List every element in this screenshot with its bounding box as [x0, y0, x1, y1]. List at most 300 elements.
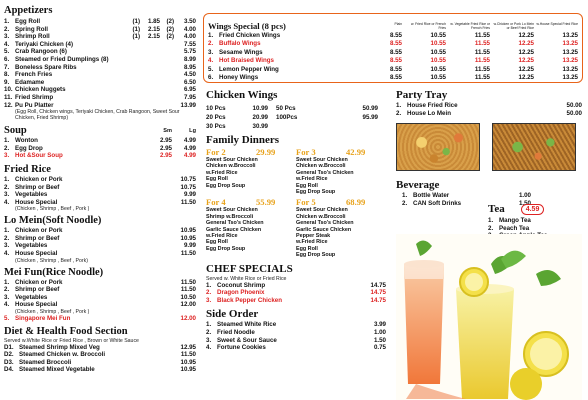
wings-column-header: w.Chicken or Pork Lo Mein or Beef Fried Rice [493, 22, 534, 31]
qty-small [126, 94, 140, 102]
family-dinners-title: Family Dinners [206, 134, 280, 146]
wings-column-header: w. Fried Rice or French Fries [410, 22, 446, 31]
mei-fun-special-price: 12.00 [180, 315, 196, 323]
item-number: 2. [4, 286, 10, 294]
item-price: 11.50 [180, 351, 196, 359]
item-number: 4. [4, 301, 10, 309]
item-name: Teriyaki Chicken (4) [15, 40, 74, 48]
price-small [140, 48, 160, 56]
mei-fun-list [4, 279, 196, 309]
tea-header [488, 203, 582, 216]
item-name: Vegetables [15, 191, 48, 199]
wings-row [208, 40, 578, 48]
item-name: Chicken or Pork [15, 227, 63, 235]
family-item: Garlic Sauce Chicken [296, 226, 352, 233]
appetizers-title: Appetizers [4, 5, 53, 16]
price-large: 4.99 [183, 144, 196, 152]
qty-large [160, 71, 174, 79]
wing-price: 10.55 [430, 57, 446, 65]
item-number: 12. [4, 101, 13, 109]
family-item: Egg Roll [206, 176, 228, 183]
qty-small [126, 86, 140, 94]
price-small [140, 86, 160, 94]
qty-right [268, 122, 308, 131]
chef-row [206, 297, 386, 305]
lo-mein-title: Lo Mein(Soft Noodle) [4, 215, 102, 227]
chicken-wings-title: Chicken Wings [206, 89, 278, 101]
diet-row [4, 351, 196, 359]
lo-mein-row [4, 235, 196, 243]
family-item: General Tso's Chicken [296, 169, 354, 176]
qty-small: (1) [132, 25, 140, 33]
item-price: 5.75 [183, 48, 196, 56]
item-name: Hot &Sour Soup [15, 152, 63, 160]
party-tray-images [396, 123, 576, 171]
price-left: 10.99 [252, 105, 268, 112]
item-price: 3.99 [373, 321, 386, 329]
wing-price: 10.55 [430, 32, 446, 39]
family-item: Egg Drop Soup [296, 252, 336, 259]
item-price: 4.00 [183, 25, 196, 33]
qty-small [126, 48, 140, 56]
family-item: Egg Roll [296, 245, 318, 252]
family-item: Egg Roll [296, 182, 318, 189]
item-price: 11.50 [180, 250, 196, 258]
item-name: Vegetables [15, 293, 48, 301]
item-number: 2. [4, 234, 10, 242]
item-price: 10.95 [180, 358, 196, 366]
tea-drinks-image [396, 234, 582, 400]
mei-fun-row [4, 301, 196, 309]
item-name: Fortune Cookies [217, 344, 266, 352]
price-left: 30.99 [252, 123, 268, 130]
family-item: Garlic Sauce Chicken [206, 226, 262, 233]
mei-fun-note: (Chicken , Shrimp , Beef , Pork ) [15, 309, 90, 316]
qty-large: (2) [166, 18, 174, 25]
side-row [206, 344, 386, 352]
appetizer-row [4, 79, 196, 87]
qty-large [160, 48, 174, 56]
wings-column-header: w. Vegetable Fried Rice or French Fries [450, 22, 490, 31]
chef-row [206, 289, 386, 297]
item-price: 8.99 [183, 55, 196, 63]
beverage-title: Beverage [396, 179, 440, 192]
soup-row [4, 145, 196, 153]
item-price: 7.55 [183, 40, 196, 48]
price-small [140, 79, 160, 87]
diet-list [4, 344, 196, 374]
soup-lg-header: Lg [189, 128, 196, 135]
qty-small: (1) [132, 33, 140, 41]
item-number: 2. [4, 25, 10, 33]
item-name: Steamed Chicken w. Broccoli [19, 351, 106, 359]
mei-fun-row [4, 294, 196, 302]
item-number: 6. [4, 55, 10, 63]
item-price: 0.75 [373, 344, 386, 352]
item-name: Edamame [15, 78, 45, 86]
family-item: Chicken w.Broccoli [296, 213, 346, 220]
fried-rice-row [4, 199, 196, 207]
item-price: 4.50 [183, 71, 196, 79]
diet-row [4, 359, 196, 367]
price-small [140, 41, 160, 49]
item-number: 4. [206, 344, 212, 352]
singapore-mei-fun-row [4, 315, 196, 323]
item-name: Chicken Nuggets [15, 86, 66, 94]
wings-headers [358, 23, 578, 31]
item-number: 7. [4, 63, 10, 71]
wing-price: 12.25 [518, 65, 534, 73]
item-name: Wonton [15, 137, 38, 145]
item-number: 1. [4, 137, 10, 145]
qty-large [160, 102, 174, 110]
item-number: 3. [4, 152, 10, 160]
item-price: 10.50 [180, 293, 196, 301]
left-column [4, 0, 196, 374]
price-small: 2.95 [159, 137, 172, 145]
appetizer-row [4, 86, 196, 94]
family-dinner-box [296, 147, 386, 195]
appetizer-row [4, 64, 196, 72]
item-price: 11.50 [180, 198, 196, 206]
item-name: Lemon Pepper Wing [219, 65, 279, 73]
item-name: Coconut Shrimp [217, 281, 266, 289]
family-item: Egg Roll [206, 239, 228, 246]
item-name: House Special [15, 198, 58, 206]
appetizer-row [4, 18, 196, 26]
family-size: For 5 [296, 197, 316, 208]
item-price: 4.00 [183, 33, 196, 41]
family-item: Chicken w.Broccoli [206, 163, 256, 170]
appetizer-row [4, 102, 196, 110]
lo-mein-tray-image [492, 123, 576, 171]
item-number: 3. [4, 242, 10, 250]
item-name: Chicken or Pork [15, 175, 63, 183]
item-number: D1. [4, 343, 14, 351]
family-size: For 2 [206, 147, 226, 157]
item-name: Dragon Phoenix [217, 289, 265, 297]
item-number: 2. [208, 40, 214, 48]
item-number: 1. [402, 192, 408, 200]
chicken-wings-list [206, 104, 386, 131]
item-name: Egg Roll [15, 18, 41, 25]
wing-price: 12.25 [518, 74, 534, 82]
diet-row [4, 366, 196, 374]
price-right: 50.99 [362, 105, 378, 112]
wing-price: 13.25 [562, 48, 578, 56]
family-item: w.Fried Rice [296, 239, 328, 246]
appetizer-row [4, 26, 196, 34]
appetizer-row [4, 56, 196, 64]
wing-price: 12.25 [518, 40, 534, 48]
party-tray-title: Party Tray [396, 89, 448, 101]
party-row [396, 102, 582, 110]
item-number: 2. [402, 199, 408, 207]
item-name: House Special [15, 250, 58, 258]
price-small [140, 56, 160, 64]
item-price: 14.75 [370, 289, 386, 297]
item-name: Sesame Wings [219, 48, 263, 56]
item-number: 3. [206, 336, 212, 344]
appetizer-row [4, 94, 196, 102]
item-price: 1.50 [518, 199, 531, 207]
family-dinner-box [206, 197, 296, 258]
price-small [140, 64, 160, 72]
item-number: 2. [396, 109, 402, 117]
family-dinners-grid [206, 147, 386, 259]
chicken-wings-row [206, 104, 386, 113]
diet-row [4, 344, 196, 352]
qty-small [126, 64, 140, 72]
price-right [308, 122, 378, 131]
family-item: General Tso's Chicken [296, 220, 354, 227]
family-size: For 3 [296, 147, 316, 157]
item-price: 9.99 [183, 242, 196, 250]
wing-price: 13.25 [562, 65, 578, 73]
tea-title: Tea [488, 203, 505, 215]
item-name: Bottle Water [413, 192, 450, 200]
item-name: Honey Wings [219, 74, 259, 82]
mei-fun-row [4, 286, 196, 294]
lo-mein-row [4, 242, 196, 250]
wing-price: 12.25 [518, 57, 534, 65]
fried-rice-title: Fried Rice [4, 163, 51, 175]
side-row [206, 337, 386, 345]
family-dinner-header [206, 197, 296, 207]
soup-title [4, 125, 196, 137]
item-price: 10.95 [180, 227, 196, 235]
family-dinner-header [206, 147, 296, 157]
appetizers-list [4, 18, 196, 109]
item-name: House Lo Mein [407, 109, 452, 117]
item-name: Steamed Broccoli [19, 358, 72, 366]
lo-mein-list [4, 227, 196, 257]
family-dinner-box [206, 147, 296, 195]
appetizer-row [4, 71, 196, 79]
item-price: 3.50 [183, 18, 196, 25]
tea-row [488, 225, 582, 233]
price-left: 20.99 [252, 114, 268, 121]
soup-row [4, 152, 196, 160]
family-item: Sweet Sour Chicken [206, 157, 258, 163]
item-number: 4. [208, 57, 214, 65]
family-item: w.Fried Rice [206, 233, 238, 240]
item-price: 6.50 [183, 78, 196, 86]
family-price: 42.99 [346, 147, 366, 157]
wings-header-row [208, 16, 578, 31]
family-item: General Tso's Chicken [206, 220, 264, 227]
item-name: Fried Shrimp [15, 93, 54, 101]
wing-price: 11.55 [474, 65, 490, 73]
wing-price: 8.55 [389, 74, 402, 82]
price-small [140, 71, 160, 79]
item-name: Hot Braised Wings [219, 57, 274, 65]
item-price: 7.95 [183, 93, 196, 101]
item-name: Egg Drop [15, 144, 43, 152]
item-name: Shrimp Roll [15, 33, 50, 41]
item-number: D4. [4, 366, 14, 374]
item-number: 2. [4, 183, 10, 191]
item-name: Boneless Spare Ribs [15, 63, 77, 71]
chef-note: Served w. White Rice or Fried Rice [206, 275, 287, 282]
family-price: 29.99 [256, 147, 276, 157]
item-name: Steamed Mixed Vegetable [19, 366, 95, 374]
qty-left: 30 Pcs [206, 123, 226, 130]
appetizer-row [4, 48, 196, 56]
wings-row [208, 57, 578, 65]
item-name: French Fries [15, 71, 53, 79]
item-price: 6.95 [183, 86, 196, 94]
wing-price: 11.55 [474, 74, 490, 82]
wings-row [208, 74, 578, 82]
item-name: Steamed White Rice [217, 321, 277, 329]
item-name: Mango Tea [499, 217, 531, 224]
wings-row [208, 49, 578, 57]
wing-price: 10.55 [430, 65, 446, 73]
lo-mein-row [4, 227, 196, 235]
fried-rice-list [4, 176, 196, 206]
qty-left: 10 Pcs [206, 105, 226, 112]
wing-price: 8.55 [389, 40, 402, 48]
family-price: 68.99 [346, 197, 366, 208]
item-price: 11.50 [180, 286, 196, 294]
qty-small [126, 56, 140, 64]
qty-large: (2) [166, 33, 174, 41]
wing-price: 12.25 [518, 32, 534, 39]
family-item: Sweet Sour Chicken [206, 207, 258, 214]
price-small [140, 94, 160, 102]
item-number: 4. [4, 40, 10, 48]
wing-price: 13.25 [562, 32, 578, 39]
item-number: 3. [4, 293, 10, 301]
mei-fun-special-name: Singapore Mei Fun [15, 315, 71, 323]
item-name: Fried Chicken Wings [219, 32, 281, 39]
chicken-wings-row [206, 122, 386, 131]
item-name: Steamed Shrimp Mixed Veg [19, 343, 100, 351]
lo-mein-row [4, 250, 196, 258]
item-name: Black Pepper Chicken [217, 296, 282, 304]
item-number: 2. [206, 329, 212, 337]
wing-price: 12.25 [518, 48, 534, 56]
qty-large: (2) [166, 25, 174, 33]
chef-row [206, 282, 386, 290]
family-item: Shrimp w.Broccoli [206, 213, 254, 220]
side-order-title: Side Order [206, 308, 259, 321]
wing-price: 10.55 [430, 48, 446, 56]
item-number: 2. [4, 144, 10, 152]
appetizer-row [4, 41, 196, 49]
item-number: 1. [396, 102, 402, 109]
item-price: 10.95 [180, 234, 196, 242]
wings-special-title: Wings Special (8 pcs) [208, 21, 286, 31]
item-name: House Special [15, 301, 58, 309]
item-price: 1.00 [518, 192, 531, 200]
qty-large [160, 64, 174, 72]
item-number: 1. [206, 321, 212, 329]
qty-left: 20 Pcs [206, 114, 226, 121]
item-number: 1. [488, 217, 494, 224]
item-number: 4. [4, 198, 10, 206]
chef-list [206, 282, 386, 305]
price-small: 2.95 [159, 152, 172, 160]
item-price: 1.00 [373, 329, 386, 337]
item-name: Pu Pu Platter [15, 101, 54, 109]
beverage-row [402, 192, 531, 200]
item-number: 3. [4, 33, 10, 41]
price-right: 95.99 [362, 114, 378, 121]
item-name: Shrimp or Beef [15, 286, 60, 294]
family-dinner-header [296, 147, 386, 157]
item-name: Sweet & Sour Sauce [217, 336, 277, 344]
right-column [396, 86, 582, 232]
item-name: CAN Soft Drinks [413, 199, 462, 207]
qty-small [126, 102, 140, 110]
side-list [206, 321, 386, 351]
item-price: 13.99 [180, 101, 196, 109]
item-number: 1. [4, 278, 10, 286]
item-number: 1. [206, 281, 212, 289]
item-price: 8.95 [183, 63, 196, 71]
item-price: 12.00 [180, 301, 196, 309]
qty-small: (1) [132, 18, 140, 25]
item-name: Peach Tea [499, 224, 530, 232]
wing-price: 8.55 [389, 57, 402, 65]
tea-row [488, 217, 582, 225]
price-small: 1.85 [147, 18, 160, 25]
item-number: 5. [4, 48, 10, 56]
side-row [206, 321, 386, 329]
qty-small [126, 71, 140, 79]
price-large: 4.99 [183, 137, 196, 145]
item-name: Chicken or Pork [15, 278, 63, 286]
item-number: 6. [208, 74, 214, 82]
fried-rice-row [4, 191, 196, 199]
item-number: 3. [206, 296, 212, 304]
item-number: 2. [206, 289, 212, 297]
item-price: 1.50 [373, 336, 386, 344]
item-price: 10.75 [180, 183, 196, 191]
item-number: 1. [4, 227, 10, 235]
wing-price: 11.55 [474, 32, 490, 39]
middle-column [206, 86, 386, 352]
mei-fun-row [4, 279, 196, 287]
wing-price: 11.55 [474, 57, 490, 65]
fried-rice-note: (Chicken , Shrimp , Beef , Pork ) [15, 206, 90, 213]
wing-price: 8.55 [389, 48, 402, 56]
item-name: Fried Noodle [217, 329, 255, 337]
qty-large [160, 94, 174, 102]
price-large: 4.99 [183, 152, 196, 160]
wing-price: 8.55 [389, 32, 402, 39]
item-price: 50.00 [566, 109, 582, 117]
item-price: 14.75 [370, 296, 386, 304]
item-price: 9.99 [183, 191, 196, 199]
item-name: Vegetables [15, 242, 48, 250]
item-number: 4. [4, 250, 10, 258]
lo-mein-note: (Chicken , Shrimp , Beef , Pork) [15, 257, 88, 264]
wing-price: 13.25 [562, 57, 578, 65]
mei-fun-title: Mei Fun(Rice Noodle) [4, 266, 104, 278]
wings-special-box [203, 13, 583, 83]
wing-price: 11.55 [474, 48, 490, 56]
tea-price-badge: 4.59 [521, 204, 545, 215]
diet-note: Served w.White Rice or Fried Rice , Brown or White Sauce [4, 337, 139, 344]
qty-large [160, 79, 174, 87]
qty-large [160, 56, 174, 64]
price-small: 2.15 [147, 25, 160, 33]
party-list [396, 102, 582, 117]
chef-specials-title: CHEF SPECIALS [206, 262, 293, 275]
